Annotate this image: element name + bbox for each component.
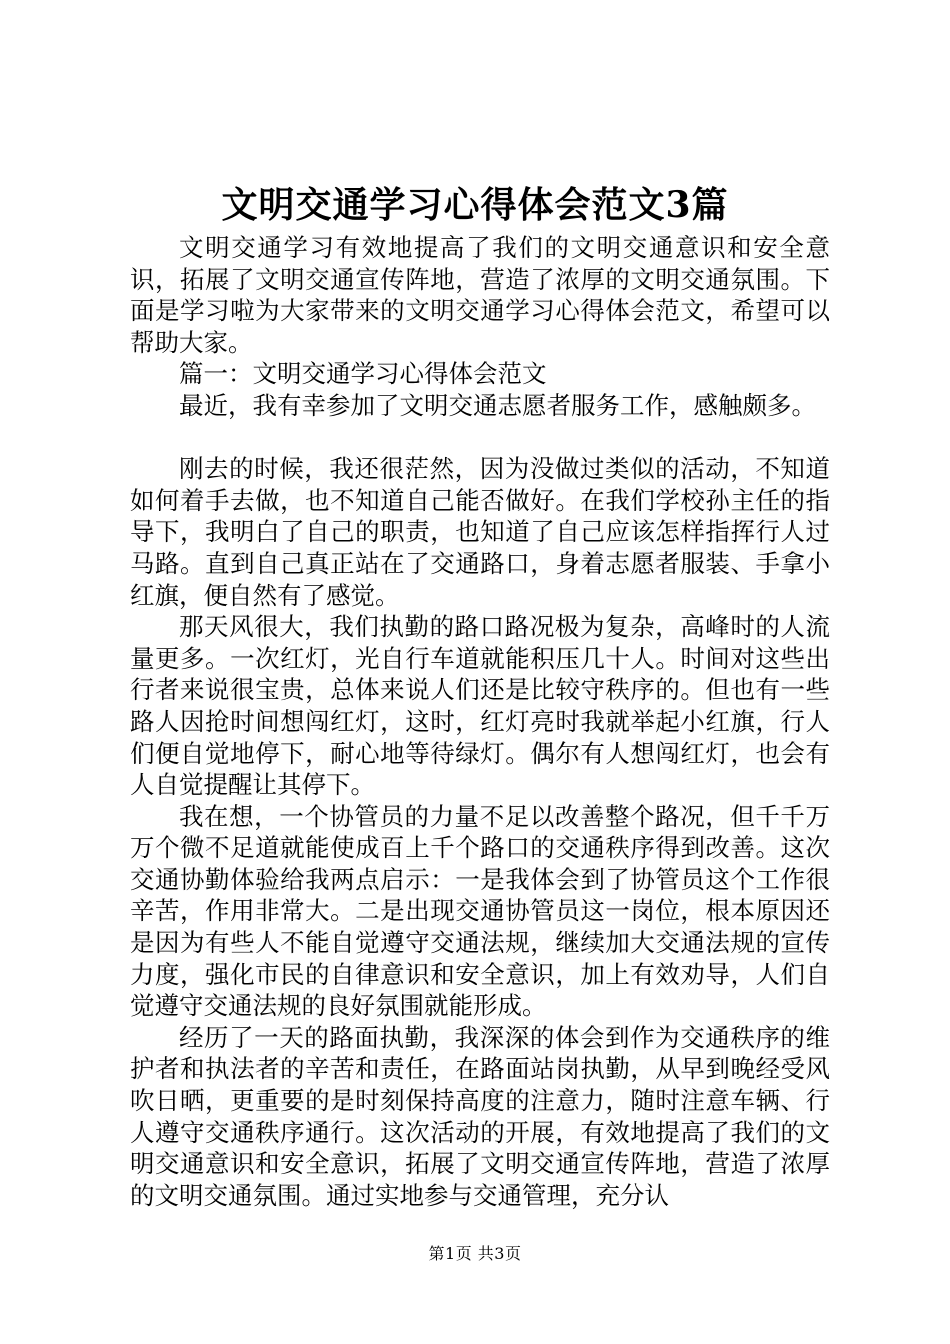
intro-paragraph: 文明交通学习有效地提高了我们的文明交通意识和安全意识，拓展了文明交通宣传阵地，营造了浓厚的文明交通氛围。下面是学习啦为大家带来的文明交通学习心得体会范文，希望可以帮助大家。 <box>130 233 830 357</box>
body-paragraph: 经历了一天的路面执勤，我深深的体会到作为交通秩序的维护者和执法者的辛苦和责任，在路面站岗执勤，从早到晚经受风吹日晒，更重要的是时刻保持高度的注意力，随时注意车辆、行人遵守交通秩序通行。这次活动的开展，有效地提高了我们的文明交通意识和安全意识，拓展了文明交通宣传阵地，营造了浓厚的文明交通氛围。通过实地参与交通管理，充分认 <box>130 1022 830 1210</box>
document-body <box>130 232 830 1211</box>
body-paragraph: 我在想，一个协管员的力量不足以改善整个路况，但千千万万个微不足道就能使成百上千个路口的交通秩序得到改善。这次交通协勤体验给我两点启示：一是我体会到了协管员这个工作很辛苦，作用非常大。二是出现交通协管员这一岗位，根本原因还是因为有些人不能自觉遵守交通法规，继续加大交通法规的宣传力度，强化市民的自律意识和安全意识，加上有效劝导，人们自觉遵守交通法规的良好氛围就能形成。 <box>130 801 830 1021</box>
page-number-footer: 第1页 共3页 <box>428 1244 522 1263</box>
section-heading: 篇一：文明交通学习心得体会范文 <box>179 359 547 389</box>
body-paragraph: 刚去的时候，我还很茫然，因为没做过类似的活动，不知道如何着手去做，也不知道自己能否做好。在我们学校孙主任的指导下，我明白了自己的职责，也知道了自己应该怎样指挥行人过马路。直到自己真正站在了交通路口，身着志愿者服装、手拿小红旗，便自然有了感觉。 <box>130 454 830 610</box>
body-paragraph: 那天风很大，我们执勤的路口路况极为复杂，高峰时的人流量更多。一次红灯，光自行车道就能积压几十人。时间对这些出行者来说很宝贵，总体来说人们还是比较守秩序的。但也有一些路人因抢时间想闯红灯，这时，红灯亮时我就举起小红旗，行人们便自觉地停下，耐心地等待绿灯。偶尔有人想闯红灯，也会有人自觉提醒让其停下。 <box>130 612 830 800</box>
document-title: 文明交通学习心得体会范文3篇 <box>221 184 729 226</box>
body-paragraph: 最近，我有幸参加了文明交通志愿者服务工作，感触颇多。 <box>179 390 816 420</box>
